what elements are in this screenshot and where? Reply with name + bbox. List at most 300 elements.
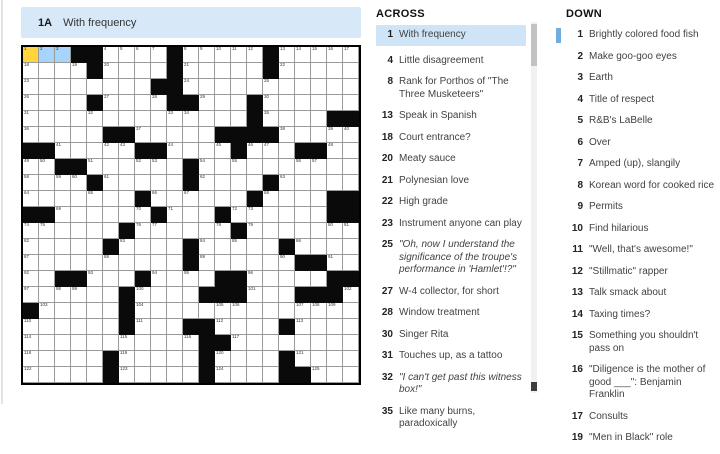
grid-cell[interactable] — [87, 335, 103, 351]
grid-cell-black[interactable] — [343, 191, 359, 207]
grid-cell[interactable] — [39, 271, 55, 287]
grid-cell[interactable] — [247, 47, 263, 63]
grid-cell[interactable] — [103, 143, 119, 159]
grid-cell[interactable] — [39, 335, 55, 351]
grid-cell[interactable] — [55, 143, 71, 159]
grid-cell-black[interactable] — [231, 127, 247, 143]
grid-cell[interactable] — [263, 255, 279, 271]
grid-cell-black[interactable] — [327, 287, 343, 303]
grid-cell[interactable] — [311, 191, 327, 207]
grid-cell[interactable] — [263, 239, 279, 255]
grid-cell-black[interactable] — [327, 271, 343, 287]
grid-cell[interactable] — [183, 271, 199, 287]
grid-cell-black[interactable] — [263, 63, 279, 79]
grid-cell[interactable] — [119, 95, 135, 111]
grid-cell-black[interactable] — [199, 351, 215, 367]
grid-cell[interactable] — [263, 159, 279, 175]
grid-cell[interactable] — [71, 287, 87, 303]
grid-cell[interactable] — [151, 95, 167, 111]
grid-cell[interactable] — [215, 63, 231, 79]
grid-cell[interactable] — [215, 143, 231, 159]
grid-cell-black[interactable] — [87, 63, 103, 79]
grid-cell[interactable] — [199, 207, 215, 223]
clue-item-35A[interactable] — [376, 406, 526, 431]
grid-cell[interactable] — [23, 335, 39, 351]
grid-cell[interactable] — [55, 351, 71, 367]
grid-cell-black[interactable] — [87, 47, 103, 63]
grid-cell-black[interactable] — [247, 111, 263, 127]
grid-cell[interactable] — [71, 79, 87, 95]
grid-cell[interactable] — [231, 239, 247, 255]
grid-cell[interactable] — [311, 111, 327, 127]
grid-cell[interactable] — [103, 175, 119, 191]
grid-cell[interactable] — [295, 335, 311, 351]
grid-cell[interactable] — [263, 271, 279, 287]
grid-cell[interactable] — [135, 239, 151, 255]
clue-item-4A[interactable] — [376, 55, 526, 68]
grid-cell[interactable] — [55, 319, 71, 335]
grid-cell[interactable] — [135, 111, 151, 127]
grid-cell[interactable] — [23, 95, 39, 111]
grid-cell[interactable] — [39, 175, 55, 191]
grid-cell-black[interactable] — [23, 143, 39, 159]
grid-cell[interactable] — [199, 127, 215, 143]
grid-cell[interactable] — [151, 287, 167, 303]
grid-cell[interactable] — [103, 47, 119, 63]
grid-cell[interactable] — [215, 95, 231, 111]
grid-cell[interactable] — [279, 95, 295, 111]
grid-cell[interactable] — [39, 319, 55, 335]
grid-cell[interactable] — [343, 335, 359, 351]
grid-cell[interactable] — [167, 175, 183, 191]
grid-cell-black[interactable] — [311, 143, 327, 159]
grid-cell[interactable] — [167, 239, 183, 255]
grid-cell[interactable] — [103, 159, 119, 175]
clue-item-21A[interactable] — [376, 175, 526, 188]
grid-cell[interactable] — [295, 175, 311, 191]
grid-cell-black[interactable] — [135, 143, 151, 159]
grid-cell[interactable] — [119, 47, 135, 63]
grid-cell[interactable] — [183, 47, 199, 63]
grid-cell[interactable] — [55, 367, 71, 383]
grid-cell[interactable] — [167, 287, 183, 303]
grid-cell-black[interactable] — [311, 287, 327, 303]
clue-item-1A[interactable] — [376, 25, 526, 46]
grid-cell[interactable] — [103, 335, 119, 351]
grid-cell[interactable] — [263, 191, 279, 207]
grid-cell[interactable] — [279, 303, 295, 319]
grid-cell[interactable] — [55, 303, 71, 319]
grid-cell[interactable] — [199, 223, 215, 239]
grid-cell[interactable] — [279, 255, 295, 271]
grid-cell[interactable] — [295, 159, 311, 175]
grid-cell[interactable] — [119, 79, 135, 95]
grid-cell-black[interactable] — [343, 111, 359, 127]
grid-cell[interactable] — [135, 79, 151, 95]
grid-cell[interactable] — [87, 271, 103, 287]
grid-cell[interactable] — [151, 47, 167, 63]
grid-cell[interactable] — [151, 239, 167, 255]
grid-cell-black[interactable] — [71, 271, 87, 287]
grid-cell[interactable] — [23, 271, 39, 287]
grid-cell-black[interactable] — [87, 95, 103, 111]
scrollbar-end-cap[interactable] — [531, 382, 537, 391]
grid-cell[interactable] — [183, 303, 199, 319]
grid-cell[interactable] — [327, 95, 343, 111]
grid-cell[interactable] — [343, 223, 359, 239]
grid-cell[interactable] — [263, 79, 279, 95]
grid-cell-black[interactable] — [167, 63, 183, 79]
grid-cell-black[interactable] — [279, 351, 295, 367]
grid-cell[interactable] — [39, 287, 55, 303]
grid-cell[interactable] — [263, 287, 279, 303]
grid-cell[interactable] — [87, 79, 103, 95]
grid-cell[interactable] — [87, 255, 103, 271]
grid-cell[interactable] — [119, 335, 135, 351]
grid-cell[interactable] — [215, 351, 231, 367]
grid-cell[interactable] — [199, 255, 215, 271]
grid-cell[interactable] — [151, 351, 167, 367]
grid-cell[interactable] — [311, 47, 327, 63]
grid-cell-black[interactable] — [263, 47, 279, 63]
grid-cell[interactable] — [39, 191, 55, 207]
grid-cell[interactable] — [199, 191, 215, 207]
grid-cell[interactable] — [311, 319, 327, 335]
grid-cell[interactable] — [135, 351, 151, 367]
grid-cell[interactable] — [231, 159, 247, 175]
grid-cell[interactable] — [119, 207, 135, 223]
grid-cell[interactable] — [199, 239, 215, 255]
grid-cell[interactable] — [295, 63, 311, 79]
grid-cell-black[interactable] — [279, 367, 295, 383]
grid-cell[interactable] — [231, 79, 247, 95]
grid-cell[interactable] — [39, 79, 55, 95]
grid-cell[interactable] — [247, 79, 263, 95]
grid-cell[interactable] — [295, 351, 311, 367]
grid-cell[interactable] — [311, 351, 327, 367]
grid-cell[interactable] — [311, 335, 327, 351]
grid-cell-black[interactable] — [311, 255, 327, 271]
grid-cell-black[interactable] — [103, 127, 119, 143]
grid-cell[interactable] — [215, 319, 231, 335]
grid-cell[interactable] — [23, 127, 39, 143]
grid-cell[interactable] — [103, 111, 119, 127]
grid-cell[interactable] — [231, 175, 247, 191]
grid-cell[interactable] — [279, 111, 295, 127]
grid-cell[interactable] — [327, 143, 343, 159]
grid-cell[interactable] — [183, 223, 199, 239]
grid-cell[interactable] — [263, 319, 279, 335]
grid-cell[interactable] — [327, 175, 343, 191]
grid-cell-black[interactable] — [327, 207, 343, 223]
grid-cell[interactable] — [199, 159, 215, 175]
grid-cell-black[interactable] — [231, 271, 247, 287]
grid-cell[interactable] — [343, 127, 359, 143]
clue-item-9D[interactable] — [566, 201, 718, 214]
grid-cell[interactable] — [135, 255, 151, 271]
grid-cell-black[interactable] — [199, 335, 215, 351]
grid-cell[interactable] — [263, 223, 279, 239]
grid-cell[interactable] — [279, 335, 295, 351]
grid-cell[interactable] — [295, 239, 311, 255]
grid-cell[interactable] — [23, 255, 39, 271]
grid-cell-black[interactable] — [279, 239, 295, 255]
grid-cell[interactable] — [103, 191, 119, 207]
clue-item-8A[interactable] — [376, 76, 526, 101]
grid-cell-black[interactable] — [199, 367, 215, 383]
grid-cell[interactable] — [183, 79, 199, 95]
grid-cell[interactable] — [23, 159, 39, 175]
grid-cell-black[interactable] — [71, 159, 87, 175]
grid-cell[interactable] — [231, 95, 247, 111]
grid-cell[interactable] — [263, 335, 279, 351]
grid-cell[interactable] — [103, 207, 119, 223]
grid-cell[interactable] — [87, 143, 103, 159]
grid-cell[interactable] — [295, 223, 311, 239]
grid-cell-black[interactable] — [215, 271, 231, 287]
grid-cell-black[interactable] — [183, 255, 199, 271]
grid-cell[interactable] — [103, 95, 119, 111]
grid-cell[interactable] — [71, 239, 87, 255]
grid-cell[interactable] — [151, 111, 167, 127]
grid-cell[interactable] — [167, 191, 183, 207]
grid-cell[interactable] — [263, 207, 279, 223]
grid-cell[interactable] — [151, 191, 167, 207]
grid-cell[interactable] — [231, 319, 247, 335]
grid-cell[interactable] — [39, 303, 55, 319]
grid-cell[interactable] — [71, 111, 87, 127]
grid-cell[interactable] — [327, 239, 343, 255]
clue-item-7D[interactable] — [566, 158, 718, 171]
grid-cell[interactable] — [71, 95, 87, 111]
grid-cell[interactable] — [311, 95, 327, 111]
grid-cell[interactable] — [167, 351, 183, 367]
grid-cell[interactable] — [183, 143, 199, 159]
grid-cell[interactable] — [343, 303, 359, 319]
grid-cell-black[interactable] — [23, 303, 39, 319]
grid-cell-black[interactable] — [263, 175, 279, 191]
grid-cell[interactable] — [71, 303, 87, 319]
grid-cell[interactable] — [119, 159, 135, 175]
grid-cell-black[interactable] — [231, 223, 247, 239]
grid-cell[interactable] — [215, 303, 231, 319]
clue-item-27A[interactable] — [376, 286, 526, 299]
grid-cell[interactable] — [23, 367, 39, 383]
grid-cell[interactable] — [87, 367, 103, 383]
grid-cell[interactable] — [167, 207, 183, 223]
grid-cell[interactable] — [279, 287, 295, 303]
grid-cell[interactable] — [103, 303, 119, 319]
grid-cell-black[interactable] — [23, 207, 39, 223]
clue-item-19D[interactable] — [566, 432, 718, 445]
grid-cell-black[interactable] — [343, 207, 359, 223]
grid-cell-black[interactable] — [167, 79, 183, 95]
highlighted-word-cell[interactable] — [55, 47, 71, 63]
grid-cell[interactable] — [55, 255, 71, 271]
grid-cell-black[interactable] — [183, 319, 199, 335]
grid-cell[interactable] — [135, 63, 151, 79]
grid-cell[interactable] — [71, 191, 87, 207]
grid-cell[interactable] — [119, 191, 135, 207]
grid-cell[interactable] — [343, 159, 359, 175]
highlighted-word-cell[interactable] — [39, 47, 55, 63]
grid-cell[interactable] — [327, 127, 343, 143]
grid-cell-black[interactable] — [119, 127, 135, 143]
grid-cell[interactable] — [295, 303, 311, 319]
grid-cell[interactable] — [119, 239, 135, 255]
grid-cell[interactable] — [151, 319, 167, 335]
grid-cell[interactable] — [327, 319, 343, 335]
clue-item-12D[interactable] — [566, 266, 718, 279]
grid-cell[interactable] — [55, 239, 71, 255]
grid-cell-black[interactable] — [55, 271, 71, 287]
grid-cell-black[interactable] — [247, 127, 263, 143]
grid-cell-black[interactable] — [167, 47, 183, 63]
grid-cell[interactable] — [183, 111, 199, 127]
grid-cell[interactable] — [87, 351, 103, 367]
clue-item-10D[interactable] — [566, 223, 718, 236]
grid-cell[interactable] — [151, 175, 167, 191]
grid-cell-black[interactable] — [247, 95, 263, 111]
grid-cell[interactable] — [247, 63, 263, 79]
grid-cell[interactable] — [343, 287, 359, 303]
clue-item-18A[interactable] — [376, 132, 526, 145]
clue-item-23A[interactable] — [376, 218, 526, 231]
grid-cell-black[interactable] — [247, 191, 263, 207]
grid-cell[interactable] — [39, 223, 55, 239]
grid-cell[interactable] — [151, 223, 167, 239]
grid-cell[interactable] — [215, 255, 231, 271]
grid-cell[interactable] — [167, 255, 183, 271]
clue-item-17D[interactable] — [566, 411, 718, 424]
grid-cell[interactable] — [327, 335, 343, 351]
clue-item-28A[interactable] — [376, 307, 526, 320]
grid-cell[interactable] — [247, 223, 263, 239]
grid-cell-black[interactable] — [215, 127, 231, 143]
grid-cell[interactable] — [87, 287, 103, 303]
grid-cell[interactable] — [55, 223, 71, 239]
grid-cell[interactable] — [71, 335, 87, 351]
grid-cell[interactable] — [135, 287, 151, 303]
grid-cell[interactable] — [167, 319, 183, 335]
grid-cell-black[interactable] — [151, 207, 167, 223]
grid-cell[interactable] — [39, 127, 55, 143]
grid-cell[interactable] — [247, 159, 263, 175]
grid-cell-black[interactable] — [103, 239, 119, 255]
grid-cell[interactable] — [23, 111, 39, 127]
grid-cell[interactable] — [23, 191, 39, 207]
grid-cell[interactable] — [295, 95, 311, 111]
grid-cell-black[interactable] — [87, 175, 103, 191]
grid-cell[interactable] — [279, 207, 295, 223]
grid-cell[interactable] — [263, 111, 279, 127]
grid-cell[interactable] — [103, 271, 119, 287]
grid-cell-black[interactable] — [119, 319, 135, 335]
grid-cell[interactable] — [343, 255, 359, 271]
grid-cell[interactable] — [343, 175, 359, 191]
clue-item-13D[interactable] — [566, 287, 718, 300]
grid-cell[interactable] — [87, 319, 103, 335]
grid-cell[interactable] — [87, 207, 103, 223]
grid-cell[interactable] — [311, 175, 327, 191]
grid-cell-black[interactable] — [295, 143, 311, 159]
grid-cell[interactable] — [87, 191, 103, 207]
grid-cell[interactable] — [263, 303, 279, 319]
grid-cell[interactable] — [215, 47, 231, 63]
grid-cell[interactable] — [231, 47, 247, 63]
grid-cell[interactable] — [119, 351, 135, 367]
grid-cell[interactable] — [343, 79, 359, 95]
clue-item-8D[interactable] — [566, 180, 718, 193]
grid-cell[interactable] — [183, 287, 199, 303]
grid-cell[interactable] — [87, 111, 103, 127]
grid-cell-black[interactable] — [263, 127, 279, 143]
grid-cell[interactable] — [311, 63, 327, 79]
grid-cell-black[interactable] — [231, 143, 247, 159]
clue-item-20A[interactable] — [376, 153, 526, 166]
clue-item-30A[interactable] — [376, 329, 526, 342]
grid-cell-black[interactable] — [199, 287, 215, 303]
grid-cell[interactable] — [199, 63, 215, 79]
grid-cell[interactable] — [215, 239, 231, 255]
grid-cell[interactable] — [295, 319, 311, 335]
grid-cell[interactable] — [343, 239, 359, 255]
grid-cell[interactable] — [103, 63, 119, 79]
grid-cell[interactable] — [279, 47, 295, 63]
crossword-grid[interactable] — [21, 45, 361, 385]
grid-cell[interactable] — [295, 111, 311, 127]
grid-cell[interactable] — [55, 63, 71, 79]
clue-item-32A[interactable] — [376, 372, 526, 397]
grid-cell[interactable] — [247, 351, 263, 367]
grid-cell[interactable] — [215, 111, 231, 127]
clue-item-6D[interactable] — [566, 137, 718, 150]
grid-cell[interactable] — [39, 111, 55, 127]
grid-cell[interactable] — [343, 63, 359, 79]
grid-cell-black[interactable] — [295, 255, 311, 271]
grid-cell[interactable] — [135, 335, 151, 351]
grid-cell[interactable] — [71, 223, 87, 239]
grid-cell[interactable] — [87, 127, 103, 143]
grid-cell[interactable] — [39, 367, 55, 383]
grid-cell[interactable] — [135, 47, 151, 63]
grid-cell-black[interactable] — [103, 351, 119, 367]
grid-cell-black[interactable] — [183, 159, 199, 175]
grid-cell[interactable] — [119, 111, 135, 127]
grid-cell[interactable] — [247, 367, 263, 383]
grid-cell[interactable] — [231, 207, 247, 223]
grid-cell-black[interactable] — [295, 367, 311, 383]
grid-cell[interactable] — [247, 335, 263, 351]
grid-cell[interactable] — [247, 239, 263, 255]
grid-cell[interactable] — [39, 159, 55, 175]
grid-cell[interactable] — [151, 271, 167, 287]
grid-cell[interactable] — [215, 223, 231, 239]
grid-cell[interactable] — [295, 47, 311, 63]
clue-item-15D[interactable] — [566, 330, 718, 355]
grid-cell[interactable] — [23, 319, 39, 335]
grid-cell[interactable] — [151, 127, 167, 143]
grid-cell[interactable] — [343, 143, 359, 159]
grid-cell[interactable] — [263, 351, 279, 367]
grid-cell[interactable] — [23, 175, 39, 191]
grid-cell[interactable] — [247, 271, 263, 287]
clue-item-2D[interactable] — [566, 51, 718, 64]
grid-cell-black[interactable] — [231, 287, 247, 303]
grid-cell[interactable] — [183, 367, 199, 383]
grid-cell-black[interactable] — [215, 287, 231, 303]
grid-cell-black[interactable] — [183, 95, 199, 111]
